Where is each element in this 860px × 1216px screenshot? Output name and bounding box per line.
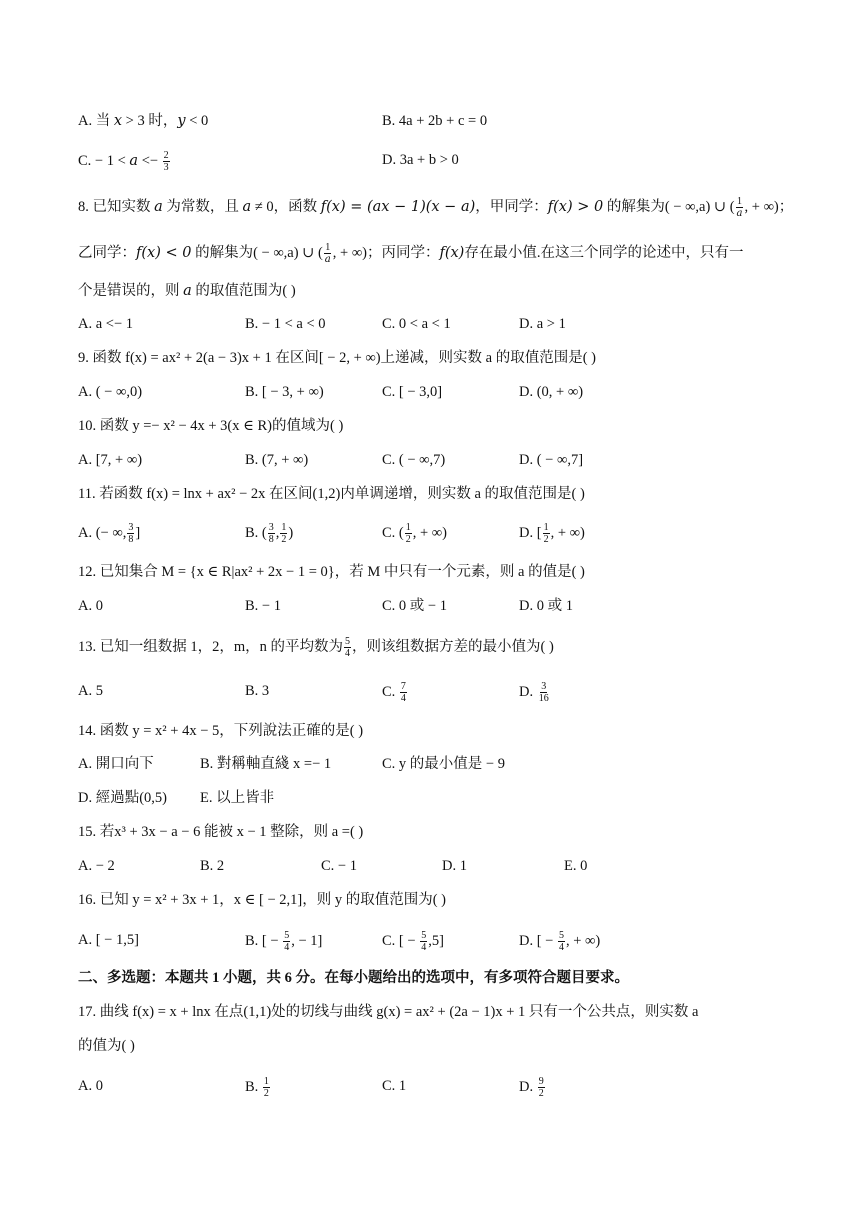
q10-option-d: D. ( − ∞,7] — [519, 452, 584, 468]
fraction — [344, 636, 351, 659]
denominator: 4 — [558, 942, 564, 953]
q15-option-e: E. 0 — [564, 858, 588, 874]
q8-option-b: B. − 1 < a < 0 — [245, 316, 326, 332]
q9-option-b: B. [ − 3, + ∞) — [245, 384, 324, 400]
q17-option-c: C. 1 — [382, 1078, 407, 1094]
q7-option-c — [78, 150, 171, 173]
fraction — [420, 930, 427, 953]
q7-option-a — [78, 111, 208, 131]
fraction — [283, 930, 290, 953]
var-a: a — [154, 198, 163, 215]
q9-stem: 9. 函数 f(x) = ax² + 2(a − 3)x + 1 在区间[ − 2, + ∞)上递减，则实数 a 的取值范围是( ) — [78, 350, 597, 366]
option-text: C. — [382, 683, 399, 700]
q11-option-a — [78, 522, 140, 545]
q15-option-d: D. 1 — [442, 858, 467, 874]
q10-option-b: B. (7, + ∞) — [245, 452, 309, 468]
numerator: 1 — [263, 1076, 269, 1087]
option-text: , − 1] — [291, 932, 323, 949]
q8-text: 的取值范围为( ) — [191, 283, 296, 299]
q8-formula: f(x) < 0 — [136, 244, 192, 261]
numerator: 5 — [284, 930, 290, 941]
q16-stem: 16. 已知 y = x² + 3x + 1，x ∈ [ − 2,1]，则 y 的取值范围为( ) — [78, 892, 446, 908]
option-text: A. (− ∞, — [78, 524, 127, 541]
q8-option-c: C. 0 < a < 1 — [382, 316, 451, 332]
q8-text: 的解集为( − ∞,a) ∪ ( — [191, 244, 323, 261]
numerator: 1 — [281, 522, 287, 533]
q14-option-a: A. 開口向下 — [78, 756, 154, 772]
q8-text: ，甲同学： — [475, 198, 548, 215]
q8-text: 为常数，且 — [162, 198, 243, 215]
denominator: 4 — [421, 942, 427, 953]
fraction — [263, 1076, 270, 1099]
q15-option-b: B. 2 — [200, 858, 225, 874]
denominator: 4 — [400, 693, 406, 704]
q13-option-c — [382, 681, 408, 704]
q14-option-e: E. 以上皆非 — [200, 790, 275, 806]
q14-stem: 14. 函数 y = x² + 4x − 5，下列說法正確的是( ) — [78, 723, 364, 739]
q13-option-d — [519, 681, 551, 704]
q15-option-c: C. − 1 — [321, 858, 357, 874]
q12-option-c: C. 0 或 − 1 — [382, 598, 447, 614]
option-text: B. — [245, 1078, 262, 1095]
q10-stem: 10. 函数 y =− x² − 4x + 3(x ∈ R)的值域为( ) — [78, 418, 344, 434]
var-a: a — [129, 152, 139, 169]
q12-option-d: D. 0 或 1 — [519, 598, 573, 614]
q7-a-text3: < 0 — [185, 113, 209, 129]
q13-option-b: B. 3 — [245, 683, 270, 699]
numerator: 3 — [268, 522, 274, 533]
numerator: 1 — [325, 242, 331, 253]
denominator: 2 — [543, 534, 549, 545]
q11-option-d — [519, 522, 585, 545]
q8-text: , + ∞)；丙同学： — [332, 244, 440, 261]
q13-text: ，则该组数据方差的最小值为( ) — [352, 638, 554, 655]
denominator: 8 — [268, 534, 274, 545]
fraction — [280, 522, 287, 545]
q12-option-b: B. − 1 — [245, 598, 281, 614]
q14-option-b: B. 對稱軸直綫 x =− 1 — [200, 756, 332, 772]
q8-stem-line2 — [78, 242, 743, 265]
fraction — [405, 522, 412, 545]
denominator: 2 — [263, 1088, 269, 1099]
option-text: D. — [519, 683, 537, 700]
fraction — [558, 930, 565, 953]
q8-stem-line1 — [78, 196, 793, 219]
q7-option-d: D. 3a + b > 0 — [382, 152, 459, 168]
fraction — [400, 681, 407, 704]
q13-stem — [78, 636, 554, 659]
q10-option-a: A. [7, + ∞) — [78, 452, 143, 468]
option-text: ] — [135, 524, 141, 541]
fraction — [268, 522, 275, 545]
q17-option-d — [519, 1076, 546, 1099]
numerator: 2 — [163, 150, 169, 161]
denominator: a — [324, 254, 331, 265]
q8-text: 存在最小值.在这三个同学的论述中，只有一 — [464, 244, 744, 261]
q14-option-c: C. y 的最小值是 − 9 — [382, 756, 505, 772]
denominator: 4 — [345, 648, 351, 659]
q8-text: 的解集为( − ∞,a) ∪ ( — [603, 198, 735, 215]
q11-option-c — [382, 522, 447, 545]
option-text: ,5] — [428, 932, 444, 949]
option-text: D. [ − — [519, 932, 557, 949]
numerator: 1 — [405, 522, 411, 533]
option-text: , + ∞) — [412, 524, 447, 541]
var-y: y — [177, 113, 186, 129]
denominator: 3 — [163, 162, 169, 173]
q15-option-a: A. − 2 — [78, 858, 115, 874]
numerator: 3 — [128, 522, 134, 533]
q9-option-a: A. ( − ∞,0) — [78, 384, 143, 400]
q8-text: 个是错误的，则 — [78, 283, 184, 299]
fraction — [543, 522, 550, 545]
numerator: 7 — [400, 681, 406, 692]
numerator: 5 — [421, 930, 427, 941]
fraction — [538, 681, 550, 704]
q11-stem: 11. 若函数 f(x) = lnx + ax² − 2x 在区间(1,2)内单调递增，则实数 a 的取值范围是( ) — [78, 486, 585, 502]
q13-option-a: A. 5 — [78, 683, 103, 699]
q8-option-d: D. a > 1 — [519, 316, 566, 332]
option-text: , — [275, 524, 280, 541]
option-text: C. ( — [382, 524, 404, 541]
denominator: 16 — [538, 693, 549, 704]
option-text: ) — [288, 524, 294, 541]
option-text: D. — [519, 1078, 537, 1095]
denominator: 2 — [538, 1088, 544, 1099]
q17-option-b — [245, 1076, 271, 1099]
numerator: 5 — [345, 636, 351, 647]
q12-option-a: A. 0 — [78, 598, 103, 614]
fraction — [324, 242, 332, 265]
q16-option-b — [245, 930, 322, 953]
q8-text: ≠ 0，函数 — [251, 198, 321, 215]
numerator: 3 — [541, 681, 547, 692]
q8-text: 乙同学： — [78, 244, 136, 261]
q8-stem-line3 — [78, 281, 296, 301]
numerator: 1 — [737, 196, 743, 207]
q8-formula: f(x) = (ax − 1)(x − a) — [320, 198, 476, 215]
q7-c-text: C. − 1 < — [78, 152, 130, 169]
q11-option-b — [245, 522, 293, 545]
option-text: D. [ — [519, 524, 542, 541]
option-text: , + ∞) — [550, 524, 585, 541]
q7-c-text2: <− — [138, 152, 162, 169]
denominator: 4 — [284, 942, 290, 953]
q8-option-a: A. a <− 1 — [78, 316, 134, 332]
q16-option-a: A. [ − 1,5] — [78, 932, 139, 948]
q7-a-text: A. 当 — [78, 113, 114, 129]
q17-stem-line2: 的值为( ) — [78, 1038, 135, 1054]
q15-stem: 15. 若x³ + 3x − a − 6 能被 x − 1 整除，则 a =( ) — [78, 824, 364, 840]
denominator: 2 — [281, 534, 287, 545]
numerator: 1 — [543, 522, 549, 533]
q14-option-d: D. 經過點(0,5) — [78, 790, 168, 806]
fraction — [163, 150, 170, 173]
q7-option-b: B. 4a + 2b + c = 0 — [382, 113, 488, 129]
q9-option-c: C. [ − 3,0] — [382, 384, 443, 400]
q17-option-a: A. 0 — [78, 1078, 103, 1094]
section-heading-multiple-choice: 二、多选题：本题共 1 小题，共 6 分。在每小题给出的选项中，有多项符合题目要求。 — [78, 970, 629, 986]
q16-option-d — [519, 930, 600, 953]
q7-a-text2: > 3 时， — [122, 113, 178, 129]
denominator: 2 — [405, 534, 411, 545]
option-text: B. [ − — [245, 932, 283, 949]
q8-text: 8. 已知实数 — [78, 198, 155, 215]
fraction — [736, 196, 744, 219]
q9-option-d: D. (0, + ∞) — [519, 384, 584, 400]
var-a: a — [183, 283, 192, 299]
fraction — [538, 1076, 545, 1099]
denominator: a — [736, 208, 743, 219]
q16-option-c — [382, 930, 444, 953]
q8-formula: f(x) — [439, 244, 465, 261]
denominator: 8 — [128, 534, 134, 545]
option-text: , + ∞) — [565, 932, 601, 949]
option-text: C. [ − — [382, 932, 420, 949]
fraction — [127, 522, 134, 545]
q8-formula: f(x) > 0 — [547, 198, 604, 215]
q17-stem-line1: 17. 曲线 f(x) = x + lnx 在点(1,1)处的切线与曲线 g(x) = ax² + (2a − 1)x + 1 只有一个公共点，则实数 a — [78, 1004, 699, 1020]
q13-text: 13. 已知一组数据 1，2，m，n 的平均数为 — [78, 638, 344, 655]
q10-option-c: C. ( − ∞,7) — [382, 452, 446, 468]
var-a: a — [242, 198, 252, 215]
numerator: 5 — [558, 930, 564, 941]
option-text: B. ( — [245, 524, 267, 541]
q12-stem: 12. 已知集合 M = {x ∈ R|ax² + 2x − 1 = 0}，若 M 中只有一个元素，则 a 的值是( ) — [78, 564, 585, 580]
var-x: x — [113, 113, 123, 129]
numerator: 9 — [538, 1076, 544, 1087]
q8-text: , + ∞)； — [744, 198, 794, 215]
